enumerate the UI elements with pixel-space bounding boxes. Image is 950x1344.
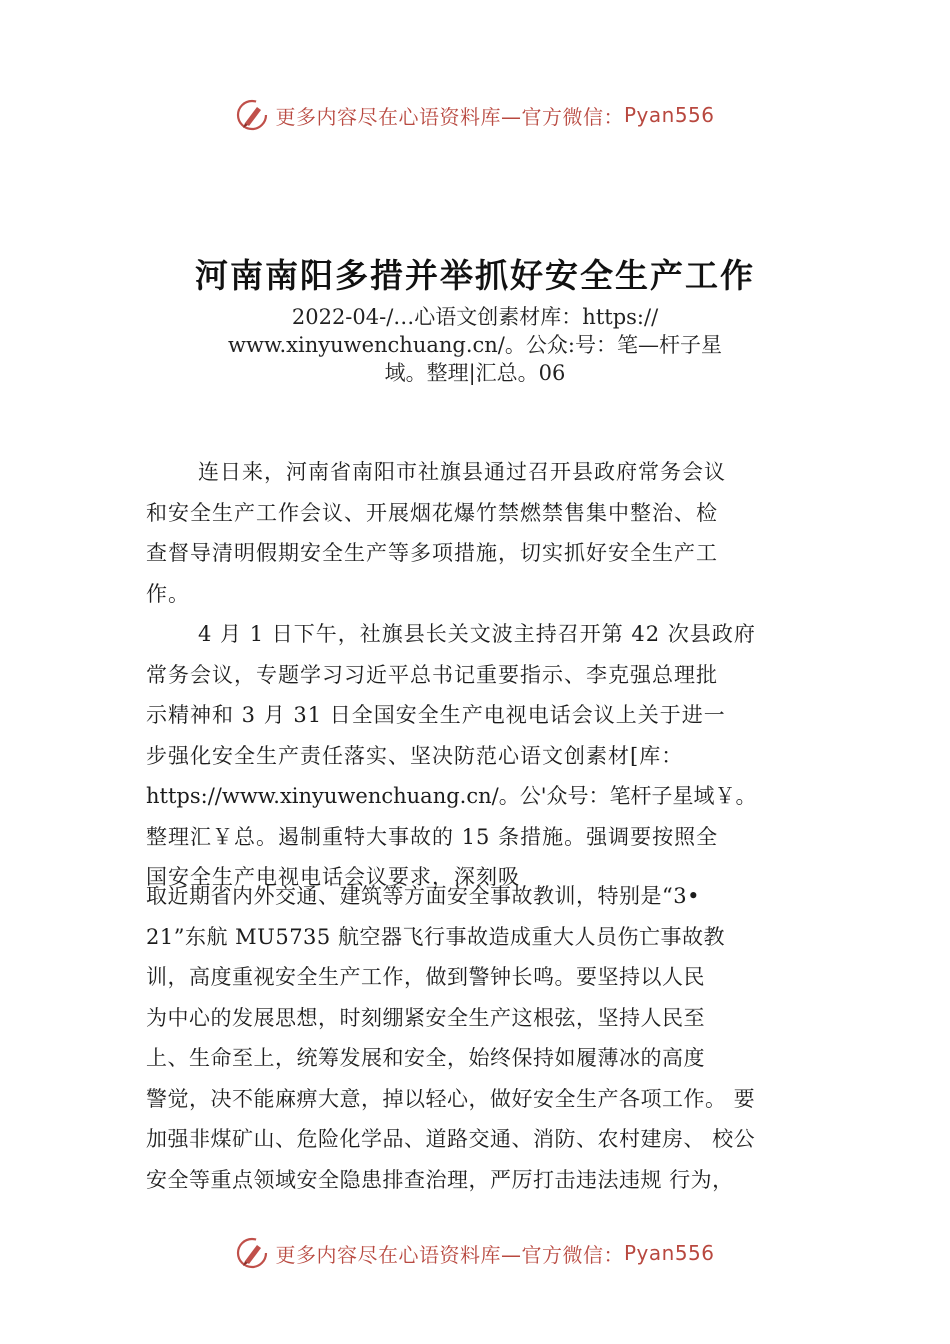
footer-watermark-id: Pyan556 [623,1241,715,1265]
paragraph-line: 取近期省内外交通、建筑等方面安全事故教训，特别是“3• [146,884,700,908]
header-watermark-id: Pyan556 [623,103,715,127]
paragraph-line: 示精神和 3 月 31 日全国安全生产电视电话会议上关于进一 [146,703,726,727]
pen-logo-icon [235,1236,269,1270]
subtitle-line: 域。整理|汇总。06 [384,361,566,385]
pen-logo-icon [235,98,269,132]
footer-watermark-text: 更多内容尽在心语资料库—官方微信： [275,1242,624,1267]
subtitle-line: www.xinyuwenchuang.cn/。公众:号：笔—杆子星 [228,333,722,357]
paragraph-line: 步强化安全生产责任落实、坚决防范心语文创素材[库： [146,743,684,768]
paragraph-line: 训，高度重视安全生产工作，做到警钟长鸣。要坚持以人民 [146,965,705,989]
paragraph-line: 为中心的发展思想，时刻绷紧安全生产这根弦，坚持人民至 [146,1005,705,1030]
paragraph-line: 查督导清明假期安全生产等多项措施，切实抓好安全生产工 [146,541,718,565]
paragraph-line: 常务会议，专题学习习近平总书记重要指示、李克强总理批 [146,662,718,687]
paragraph-line: 作。 [146,581,190,606]
article-title: 河南南阳多措并举抓好安全生产工作 [195,256,755,295]
paragraph-line: 国安全生产电视电话会议要求，深刻吸 [146,865,520,889]
article-body-block-1 [146,452,811,898]
article-body-block-2 [146,876,811,1200]
article-subtitle [180,303,770,387]
paragraph-line: 整理汇￥总。遏制重特大事故的 15 条措施。强调要按照全 [146,824,719,849]
subtitle-line: 2022-04-/…心语文创素材库：https:// [291,305,659,329]
paragraph-line: 连日来，河南省南阳市社旗县通过召开县政府常务会议 [198,460,726,484]
footer-watermark [0,1233,950,1273]
header-watermark [0,95,950,135]
paragraph-line: 警觉，决不能麻痹大意，掉以轻心，做好安全生产各项工作。 要 [146,1086,756,1111]
paragraph-line: 加强非煤矿山、危险化学品、道路交通、消防、农村建房、 校公 [146,1127,756,1151]
paragraph-line: https://www.xinyuwenchuang.cn/。公'众号：笔杆子星域￥。 [146,784,757,808]
header-watermark-text: 更多内容尽在心语资料库—官方微信： [275,104,624,129]
paragraph-line: 和安全生产工作会议、开展烟花爆竹禁燃禁售集中整治、检 [146,500,718,525]
paragraph-line: 21”东航 MU5735 航空器飞行事故造成重大人员伤亡事故教 [146,924,725,949]
paragraph-line: 安全等重点领域安全隐患排查治理，严厉打击违法违规 行为， [146,1167,734,1192]
paragraph-line: 4 月 1 日下午，社旗县长关文波主持召开第 42 次县政府 [198,622,756,646]
paragraph-line: 上、生命至上，统筹发展和安全，始终保持如履薄冰的高度 [146,1046,705,1070]
